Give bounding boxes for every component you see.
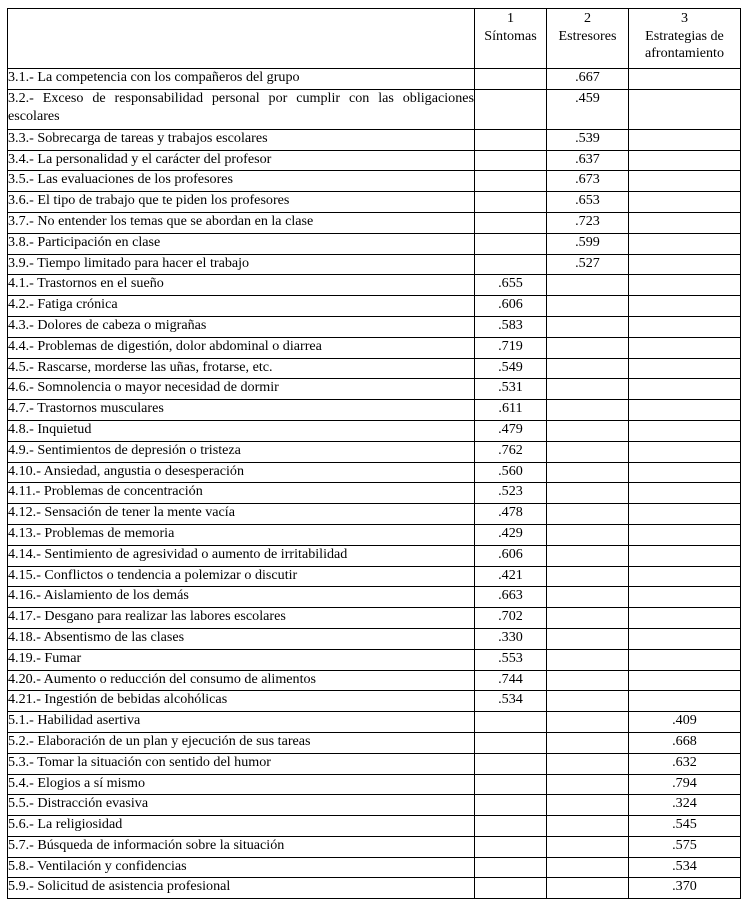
table-body [8, 69, 741, 899]
row-value-estresores [547, 816, 629, 837]
column-header-items [8, 9, 475, 69]
row-value-estresores [547, 420, 629, 441]
row-value-estresores [547, 628, 629, 649]
row-value-estresores [547, 774, 629, 795]
row-item-label: 3.2.- Exceso de responsabilidad personal por cumplir con las obligaciones escolares [8, 89, 475, 129]
column-number-2: 2 [583, 10, 592, 26]
row-item-label: 3.5.- Las evaluaciones de los profesores [8, 171, 475, 192]
row-value-sintomas: .762 [475, 441, 547, 462]
header-row [8, 9, 741, 69]
row-value-sintomas: .560 [475, 462, 547, 483]
row-item-label: 4.2.- Fatiga crónica [8, 296, 475, 317]
row-value-sintomas: .523 [475, 483, 547, 504]
table-row [8, 171, 741, 192]
row-value-sintomas [475, 254, 547, 275]
column-label-estresores: Estresores [558, 28, 617, 45]
row-item-label: 3.1.- La competencia con los compañeros del grupo [8, 69, 475, 90]
row-value-sintomas [475, 857, 547, 878]
row-value-sintomas [475, 712, 547, 733]
table-row [8, 150, 741, 171]
row-value-estrategias [629, 129, 741, 150]
row-value-sintomas [475, 69, 547, 90]
row-value-estrategias [629, 587, 741, 608]
row-item-label: 5.3.- Tomar la situación con sentido del humor [8, 753, 475, 774]
row-item-label: 5.6.- La religiosidad [8, 816, 475, 837]
table-row [8, 89, 741, 129]
row-item-label: 4.1.- Trastornos en el sueño [8, 275, 475, 296]
row-value-estresores [547, 878, 629, 899]
row-value-estrategias: .794 [629, 774, 741, 795]
row-value-estrategias: .409 [629, 712, 741, 733]
table-row [8, 400, 741, 421]
row-value-sintomas [475, 836, 547, 857]
row-value-estrategias [629, 400, 741, 421]
table-row [8, 254, 741, 275]
row-value-estresores [547, 857, 629, 878]
row-value-sintomas: .330 [475, 628, 547, 649]
row-item-label: 3.4.- La personalidad y el carácter del profesor [8, 150, 475, 171]
row-value-estresores [547, 358, 629, 379]
row-item-label: 4.11.- Problemas de concentración [8, 483, 475, 504]
row-item-label: 5.9.- Solicitud de asistencia profesional [8, 878, 475, 899]
table-row [8, 420, 741, 441]
row-value-estrategias: .575 [629, 836, 741, 857]
row-value-estrategias [629, 275, 741, 296]
row-value-estrategias [629, 524, 741, 545]
row-value-estrategias [629, 254, 741, 275]
table-row [8, 670, 741, 691]
table-row [8, 379, 741, 400]
row-value-sintomas: .534 [475, 691, 547, 712]
row-value-estrategias [629, 212, 741, 233]
row-item-label: 3.7.- No entender los temas que se abordan en la clase [8, 212, 475, 233]
row-value-estresores [547, 545, 629, 566]
row-value-estresores [547, 649, 629, 670]
row-value-estrategias [629, 504, 741, 525]
row-value-estresores [547, 296, 629, 317]
row-value-estrategias [629, 483, 741, 504]
row-value-estrategias: .534 [629, 857, 741, 878]
row-item-label: 5.8.- Ventilación y confidencias [8, 857, 475, 878]
row-item-label: 4.21.- Ingestión de bebidas alcohólicas [8, 691, 475, 712]
column-header-sintomas [475, 9, 547, 69]
row-item-label: 4.7.- Trastornos musculares [8, 400, 475, 421]
row-value-estresores [547, 524, 629, 545]
table-row [8, 504, 741, 525]
row-value-sintomas [475, 233, 547, 254]
row-value-estresores [547, 400, 629, 421]
row-value-estrategias: .632 [629, 753, 741, 774]
column-header-estresores [547, 9, 629, 69]
table-row [8, 836, 741, 857]
row-value-estresores [547, 316, 629, 337]
row-value-estresores [547, 608, 629, 629]
row-value-sintomas: .611 [475, 400, 547, 421]
row-value-estresores: .539 [547, 129, 629, 150]
row-value-estresores: .637 [547, 150, 629, 171]
row-value-estresores [547, 275, 629, 296]
row-value-sintomas: .421 [475, 566, 547, 587]
row-item-label: 4.19.- Fumar [8, 649, 475, 670]
table-row [8, 483, 741, 504]
table-row [8, 608, 741, 629]
row-item-label: 3.9.- Tiempo limitado para hacer el trabajo [8, 254, 475, 275]
row-value-sintomas: .606 [475, 296, 547, 317]
column-label-estrategias: Estrategias de afrontamiento [644, 28, 725, 62]
table-row [8, 732, 741, 753]
table-row [8, 233, 741, 254]
row-value-sintomas: .606 [475, 545, 547, 566]
row-value-estrategias [629, 358, 741, 379]
row-item-label: 5.2.- Elaboración de un plan y ejecución de sus tareas [8, 732, 475, 753]
row-value-estrategias [629, 628, 741, 649]
row-item-label: 5.5.- Distracción evasiva [8, 795, 475, 816]
row-item-label: 4.10.- Ansiedad, angustia o desesperación [8, 462, 475, 483]
row-value-sintomas [475, 89, 547, 129]
row-item-label: 4.12.- Sensación de tener la mente vacía [8, 504, 475, 525]
row-value-estresores: .723 [547, 212, 629, 233]
row-item-label: 4.3.- Dolores de cabeza o migrañas [8, 316, 475, 337]
row-value-estresores [547, 337, 629, 358]
row-value-estrategias [629, 69, 741, 90]
row-value-estrategias [629, 608, 741, 629]
row-value-estrategias [629, 192, 741, 213]
row-value-sintomas [475, 878, 547, 899]
factor-loadings-table [7, 8, 741, 899]
row-item-label: 5.1.- Habilidad asertiva [8, 712, 475, 733]
row-value-estresores [547, 379, 629, 400]
row-value-estresores: .459 [547, 89, 629, 129]
row-value-sintomas [475, 732, 547, 753]
table-row [8, 212, 741, 233]
row-value-estrategias [629, 296, 741, 317]
row-item-label: 4.9.- Sentimientos de depresión o tristeza [8, 441, 475, 462]
row-value-sintomas [475, 212, 547, 233]
table-row [8, 462, 741, 483]
row-value-estrategias: .324 [629, 795, 741, 816]
table-row [8, 566, 741, 587]
row-item-label: 5.4.- Elogios a sí mismo [8, 774, 475, 795]
table-row [8, 358, 741, 379]
row-value-estrategias [629, 89, 741, 129]
row-value-estrategias: .370 [629, 878, 741, 899]
row-value-estresores [547, 670, 629, 691]
table-row [8, 753, 741, 774]
table-row [8, 337, 741, 358]
table-row [8, 275, 741, 296]
row-value-estresores [547, 712, 629, 733]
row-value-estresores [547, 795, 629, 816]
row-value-sintomas: .663 [475, 587, 547, 608]
row-value-estresores [547, 587, 629, 608]
row-item-label: 4.6.- Somnolencia o mayor necesidad de dormir [8, 379, 475, 400]
row-value-estrategias [629, 545, 741, 566]
column-number-1: 1 [506, 10, 515, 26]
row-value-estrategias [629, 462, 741, 483]
row-value-sintomas [475, 192, 547, 213]
row-value-sintomas [475, 795, 547, 816]
row-value-sintomas [475, 150, 547, 171]
row-item-label: 4.18.- Absentismo de las clases [8, 628, 475, 649]
table-row [8, 587, 741, 608]
row-value-sintomas [475, 171, 547, 192]
row-value-sintomas: .531 [475, 379, 547, 400]
table-row [8, 857, 741, 878]
row-value-estresores: .527 [547, 254, 629, 275]
row-value-estresores [547, 441, 629, 462]
table-row [8, 192, 741, 213]
row-value-estresores [547, 732, 629, 753]
column-header-estrategias [629, 9, 741, 69]
row-value-estresores: .673 [547, 171, 629, 192]
row-item-label: 4.17.- Desgano para realizar las labores escolares [8, 608, 475, 629]
row-value-estrategias [629, 566, 741, 587]
row-value-estrategias [629, 379, 741, 400]
row-value-estresores [547, 691, 629, 712]
table-row [8, 774, 741, 795]
row-value-estresores: .599 [547, 233, 629, 254]
row-item-label: 4.14.- Sentimiento de agresividad o aumento de irritabilidad [8, 545, 475, 566]
row-value-estrategias [629, 150, 741, 171]
table-row [8, 69, 741, 90]
row-value-estresores [547, 566, 629, 587]
row-value-sintomas: .479 [475, 420, 547, 441]
column-label-sintomas: Síntomas [484, 28, 537, 45]
table-row [8, 795, 741, 816]
row-item-label: 4.8.- Inquietud [8, 420, 475, 441]
row-value-estrategias: .545 [629, 816, 741, 837]
row-value-estrategias [629, 649, 741, 670]
row-item-label: 3.3.- Sobrecarga de tareas y trabajos escolares [8, 129, 475, 150]
row-value-estrategias [629, 316, 741, 337]
row-value-estresores [547, 504, 629, 525]
row-item-label: 5.7.- Búsqueda de información sobre la situación [8, 836, 475, 857]
row-value-sintomas: .549 [475, 358, 547, 379]
row-value-sintomas: .744 [475, 670, 547, 691]
table-row [8, 545, 741, 566]
row-item-label: 4.4.- Problemas de digestión, dolor abdominal o diarrea [8, 337, 475, 358]
row-value-estrategias [629, 171, 741, 192]
row-value-estrategias [629, 420, 741, 441]
table-row [8, 649, 741, 670]
table-header [8, 9, 741, 69]
table-row [8, 129, 741, 150]
table-row [8, 296, 741, 317]
row-value-sintomas: .553 [475, 649, 547, 670]
row-item-label: 4.5.- Rascarse, morderse las uñas, frotarse, etc. [8, 358, 475, 379]
row-value-sintomas [475, 129, 547, 150]
table-row [8, 816, 741, 837]
row-value-sintomas: .655 [475, 275, 547, 296]
table-row [8, 524, 741, 545]
row-value-estrategias [629, 233, 741, 254]
row-item-label: 4.16.- Aislamiento de los demás [8, 587, 475, 608]
table-row [8, 712, 741, 733]
table-row [8, 316, 741, 337]
table-row [8, 441, 741, 462]
row-value-estresores [547, 483, 629, 504]
row-value-estresores [547, 462, 629, 483]
column-number-3: 3 [680, 10, 689, 26]
row-value-estrategias [629, 670, 741, 691]
row-value-sintomas [475, 816, 547, 837]
row-value-sintomas: .429 [475, 524, 547, 545]
row-item-label: 3.8.- Participación en clase [8, 233, 475, 254]
row-value-estrategias [629, 441, 741, 462]
row-value-sintomas [475, 753, 547, 774]
row-value-sintomas: .719 [475, 337, 547, 358]
row-value-estresores [547, 753, 629, 774]
row-value-sintomas: .702 [475, 608, 547, 629]
row-value-estresores [547, 836, 629, 857]
row-value-sintomas: .583 [475, 316, 547, 337]
row-item-label: 4.15.- Conflictos o tendencia a polemizar o discutir [8, 566, 475, 587]
table-row [8, 878, 741, 899]
row-value-sintomas [475, 774, 547, 795]
row-value-estrategias [629, 337, 741, 358]
row-value-estrategias [629, 691, 741, 712]
row-item-label: 3.6.- El tipo de trabajo que te piden los profesores [8, 192, 475, 213]
table-row [8, 691, 741, 712]
table-row [8, 628, 741, 649]
row-value-sintomas: .478 [475, 504, 547, 525]
row-item-label: 4.13.- Problemas de memoria [8, 524, 475, 545]
row-value-estresores: .667 [547, 69, 629, 90]
row-value-estresores: .653 [547, 192, 629, 213]
row-value-estrategias: .668 [629, 732, 741, 753]
row-item-label: 4.20.- Aumento o reducción del consumo de alimentos [8, 670, 475, 691]
